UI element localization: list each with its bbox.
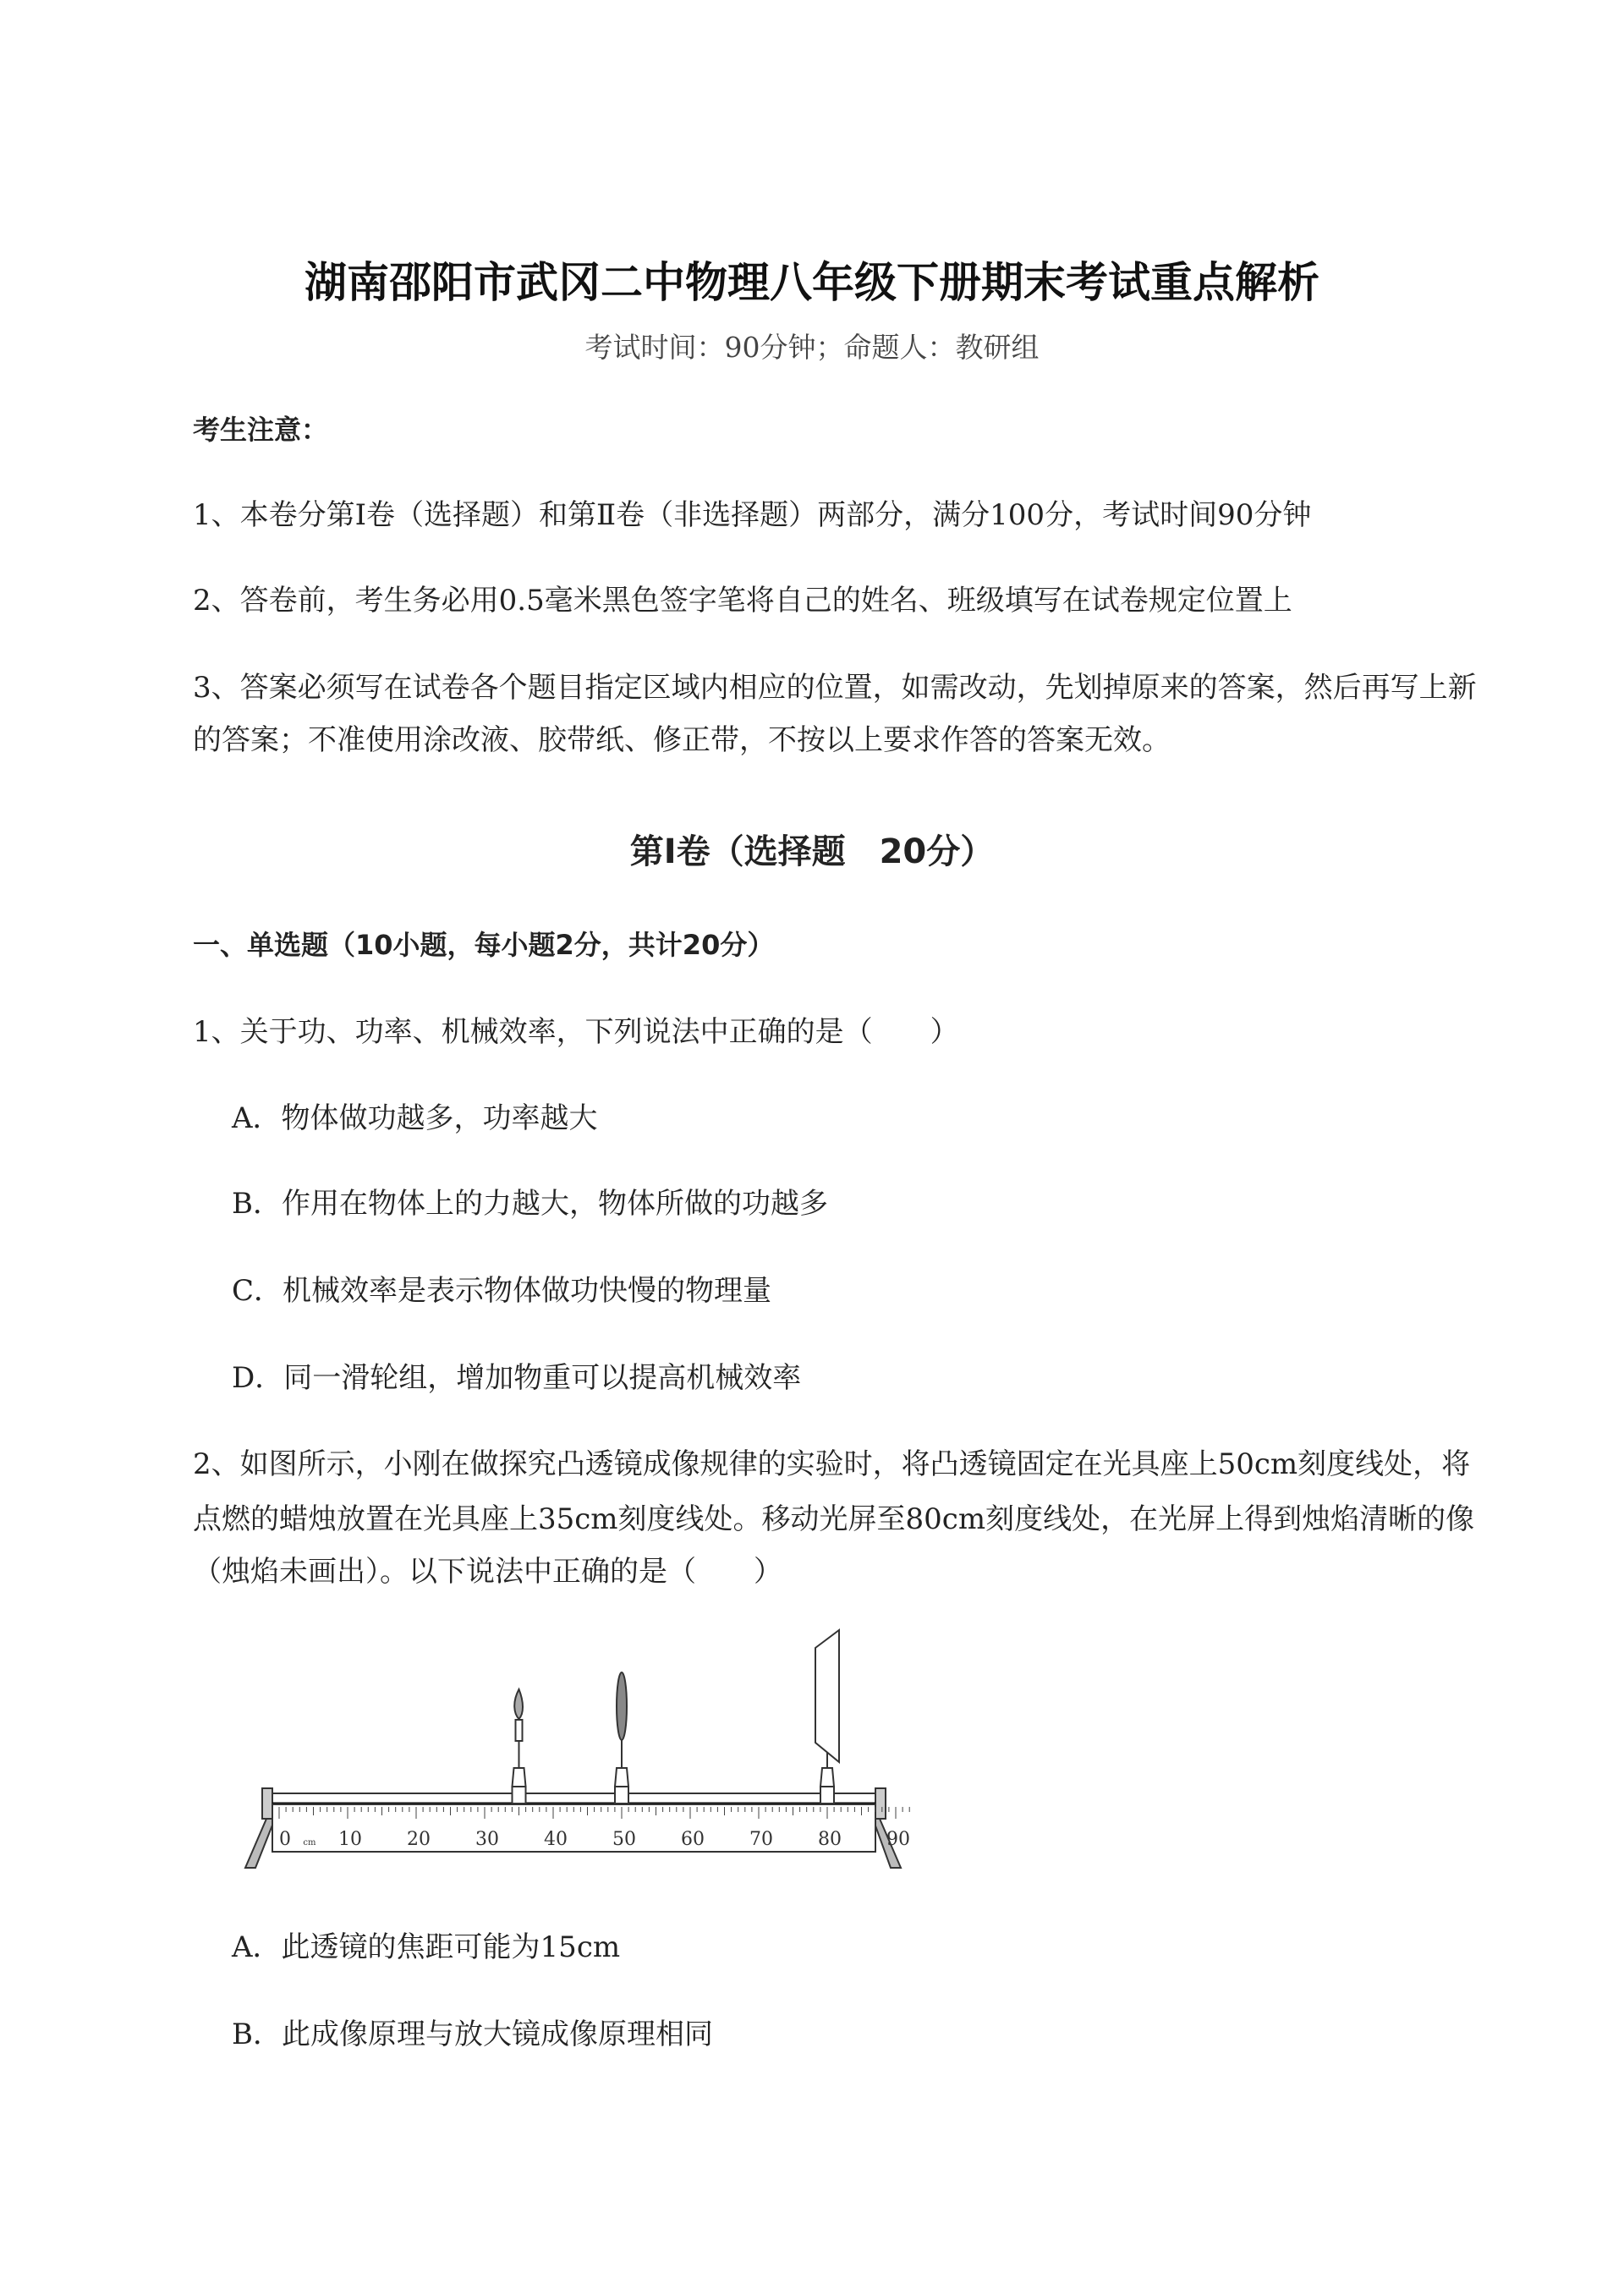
convex-lens (617, 1672, 627, 1740)
notice-item-1: 1、本卷分第Ⅰ卷（选择题）和第Ⅱ卷（非选择题）两部分，满分100分，考试时间90分钟 (193, 498, 1312, 532)
candle-flame-icon (514, 1689, 523, 1719)
question-1-option-d[interactable]: D．同一滑轮组，增加物重可以提高机械效率 (232, 1361, 802, 1395)
question-1-option-c[interactable]: C．机械效率是表示物体做功快慢的物理量 (232, 1274, 772, 1308)
notice-item-3-cont: 的答案；不准使用涂改液、胶带纸、修正带，不按以上要求作答的答案无效。 (193, 723, 1171, 757)
question-2-option-a[interactable]: A．此透镜的焦距可能为15cm (232, 1930, 621, 1964)
question-1-option-a[interactable]: A．物体做功越多，功率越大 (232, 1101, 598, 1135)
left-leg (245, 1819, 275, 1868)
ruler-label: 80 (818, 1829, 842, 1850)
ruler-label: 70 (749, 1829, 773, 1850)
screen-base (820, 1768, 834, 1787)
light-screen (815, 1630, 839, 1762)
exam-subtitle: 考试时间：90分钟；命题人：教研组 (584, 331, 1040, 364)
question-2-stem-line-3: （烛焰未画出）。以下说法中正确的是（ ） (193, 1555, 782, 1589)
ruler-label: 50 (612, 1829, 636, 1850)
question-2-stem-line-2: 点燃的蜡烛放置在光具座上35cm刻度线处。移动光屏至80cm刻度线处，在光屏上得到烛焰清晰的像 (193, 1502, 1475, 1536)
exam-title: 湖南邵阳市武冈二中物理八年级下册期末考试重点解析 (304, 258, 1320, 307)
ruler-label: 10 (338, 1829, 362, 1850)
ruler-label: 0 (279, 1829, 291, 1850)
ruler-label: 40 (544, 1829, 568, 1850)
question-2-stem-line-1: 2、如图所示，小刚在做探究凸透镜成像规律的实验时，将凸透镜固定在光具座上50cm刻度线处，将 (193, 1447, 1471, 1481)
rail (272, 1793, 875, 1804)
section-title: 第Ⅰ卷（选择题 20分） (629, 832, 995, 871)
lens-base (615, 1768, 628, 1787)
notice-item-3: 3、答案必须写在试卷各个题目指定区域内相应的位置，如需改动，先划掉原来的答案，然后再写上新 (193, 671, 1477, 705)
candle (516, 1720, 523, 1741)
candle-base (513, 1768, 526, 1787)
optical-bench-figure (237, 1607, 914, 1895)
left-end-post (262, 1788, 272, 1819)
right-end-post (875, 1788, 886, 1819)
ruler-label: 60 (681, 1829, 705, 1850)
ruler-label: 20 (407, 1829, 431, 1850)
ruler-label: cm (303, 1838, 316, 1848)
lens-slider (615, 1787, 628, 1804)
notice-heading: 考生注意： (193, 414, 329, 446)
screen-slider (820, 1787, 834, 1804)
ruler-label: 30 (475, 1829, 499, 1850)
candle-slider (513, 1787, 526, 1804)
part-heading: 一、单选题（10小题，每小题2分，共计20分） (193, 929, 775, 961)
question-1-stem: 1、关于功、功率、机械效率，下列说法中正确的是（ ） (193, 1015, 959, 1049)
ruler-label: 90 (886, 1829, 910, 1850)
notice-item-2: 2、答卷前，考生务必用0.5毫米黑色签字笔将自己的姓名、班级填写在试卷规定位置上 (193, 584, 1292, 618)
question-2-option-b[interactable]: B．此成像原理与放大镜成像原理相同 (232, 2018, 713, 2051)
question-1-option-b[interactable]: B．作用在物体上的力越大，物体所做的功越多 (232, 1187, 828, 1221)
